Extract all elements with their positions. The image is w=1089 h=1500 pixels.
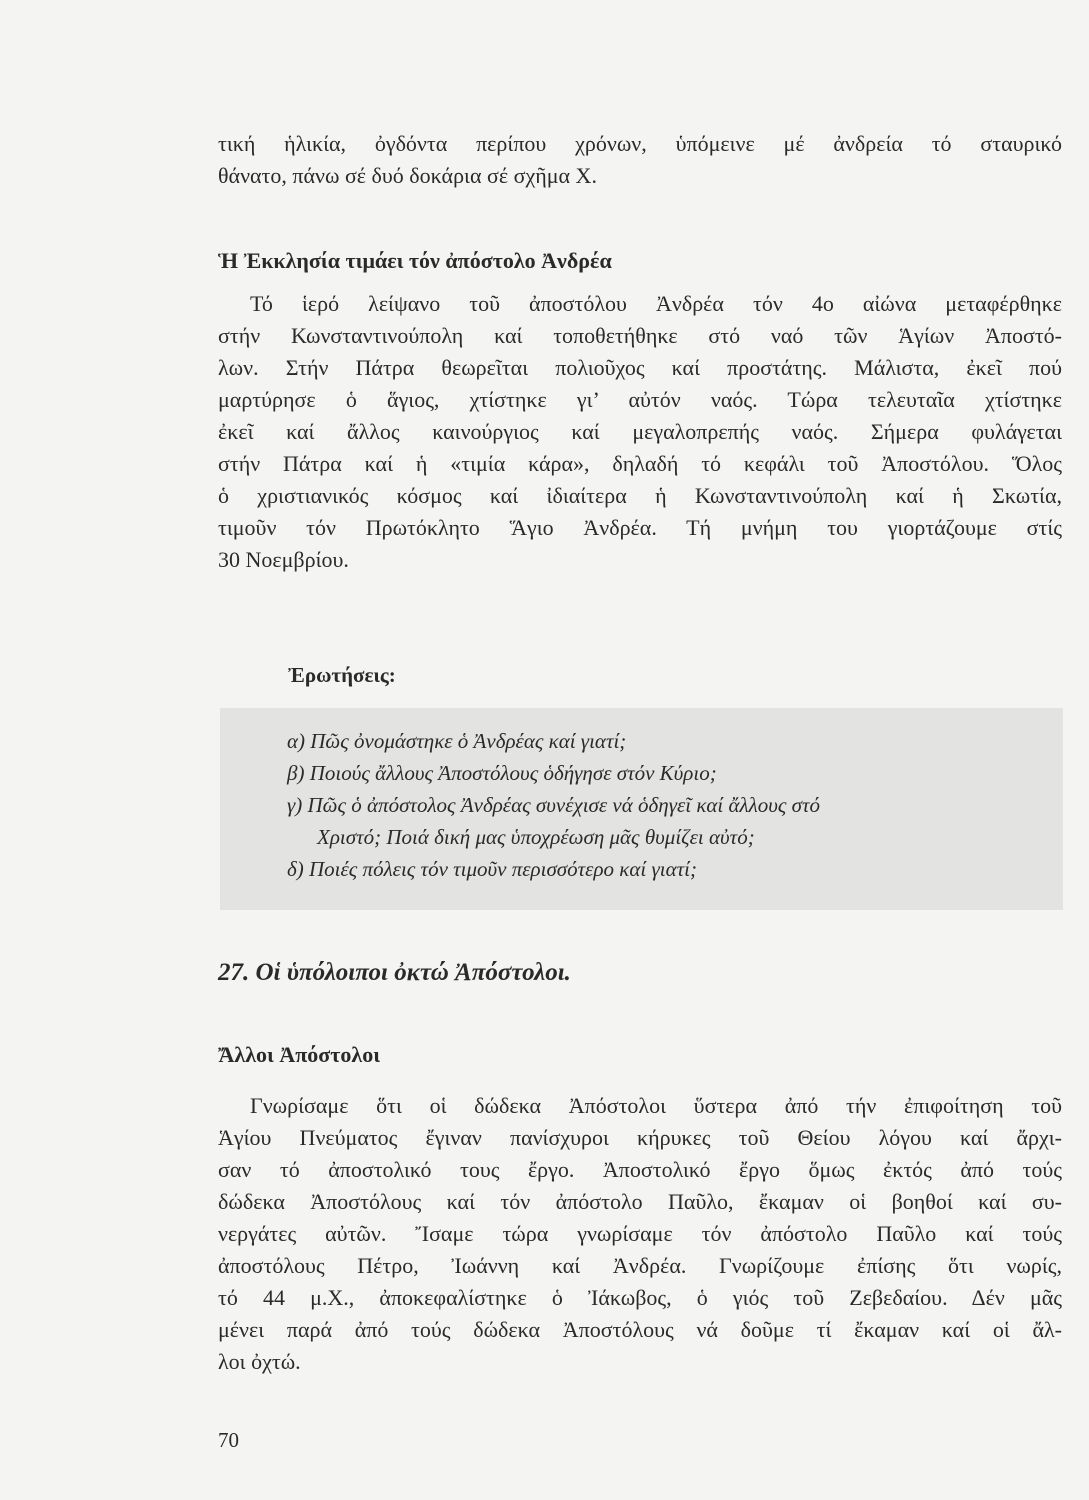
text-line: Γνωρίσαμε ὅτι οἱ δώδεκα Ἀπόστολοι ὕστερα ἀπό τήν ἐπιφοίτηση τοῦ [250,1093,1062,1118]
text-line: θάνατο, πάνω σέ δυό δοκάρια σέ σχῆμα Χ. [218,163,597,188]
page-number: 70 [218,1428,239,1452]
text-line: λοι ὀχτώ. [218,1349,301,1374]
text-line: λων. Στήν Πάτρα θεωρεῖται πολιοῦχος καί προστάτης. Μάλιστα, ἐκεῖ πού [218,355,1062,380]
question-item: α) Πῶς ὀνομάστηκε ὁ Ἀνδρέας καί γιατί; [287,729,627,753]
text-line: στήν Κωνσταντινούπολη καί τοποθετήθηκε στό ναό τῶν Ἁγίων Ἀποστό- [218,323,1062,348]
text-line: μαρτύρησε ὁ ἅγιος, χτίστηκε γι’ αὐτόν ναός. Τώρα τελευταῖα χτίστηκε [218,387,1062,412]
text-line: τιμοῦν τόν Πρωτόκλητο Ἅγιο Ἀνδρέα. Τή μνήμη του γιορτάζουμε στίς [218,515,1062,540]
text-line: νεργάτες αὐτῶν. Ἴσαμε τώρα γνωρίσαμε τόν ἀπόστολο Παῦλο καί τούς [218,1221,1062,1246]
intro-paragraph [218,128,1062,192]
section-paragraph [218,1090,1062,1378]
text-line: Τό ἱερό λείψανο τοῦ ἀποστόλου Ἀνδρέα τόν 4ο αἰώνα μεταφέρθηκε [250,291,1062,316]
text-line: σαν τό ἀποστολικό τους ἔργο. Ἀποστολικό ἔργο ὅμως ἐκτός ἀπό τούς [218,1157,1062,1182]
text-line: τό 44 μ.Χ., ἀποκεφαλίστηκε ὁ Ἰάκωβος, ὁ γιός τοῦ Ζεβεδαίου. Δέν μᾶς [218,1285,1062,1310]
question-item: β) Ποιούς ἄλλους Ἀποστόλους ὁδήγησε στόν Κύριο; [287,761,717,785]
text-line: 30 Νοεμβρίου. [218,547,349,572]
question-item: γ) Πῶς ὁ ἀπόστολος Ἀνδρέας συνέχισε νά ὁδηγεῖ καί ἄλλους στό [287,793,821,817]
questions-heading: Ἐρωτήσεις: [288,663,396,687]
section-heading: Ἡ Ἐκκλησία τιμάει τόν ἀπόστολο Ἀνδρέα [218,248,612,273]
text-line: ἀποστόλους Πέτρο, Ἰωάννη καί Ἀνδρέα. Γνωρίζουμε ἐπίσης ὅτι νωρίς, [218,1253,1062,1278]
section-heading: Ἄλλοι Ἀπόστολοι [218,1042,381,1067]
text-line: ὁ χριστιανικός κόσμος καί ἰδιαίτερα ἡ Κωνσταντινούπολη καί ἡ Σκωτία, [218,483,1062,508]
text-line: μένει παρά ἀπό τούς δώδεκα Ἀποστόλους νά δοῦμε τί ἔκαμαν καί οἱ ἄλ- [218,1317,1062,1342]
text-line: δώδεκα Ἀποστόλους καί τόν ἀπόστολο Παῦλο, ἔκαμαν οἱ βοηθοί καί συ- [218,1189,1062,1214]
chapter-title: 27. Οἱ ὑπόλοιποι ὀκτώ Ἀπόστολοι. [218,959,571,986]
section-paragraph [218,288,1062,576]
text-line: Ἁγίου Πνεύματος ἔγιναν πανίσχυροι κήρυκες τοῦ Θείου λόγου καί ἄρχι- [218,1125,1062,1150]
text-line: ἐκεῖ καί ἄλλος καινούργιος καί μεγαλοπρεπής ναός. Σήμερα φυλάγεται [218,419,1062,444]
text-line: τική ἡλικία, ὀγδόντα περίπου χρόνων, ὑπόμεινε μέ ἀνδρεία τό σταυρικό [218,131,1062,156]
question-item: δ) Ποιές πόλεις τόν τιμοῦν περισσότερο καί γιατί; [287,857,697,881]
text-line: στήν Πάτρα καί ἡ «τιμία κάρα», δηλαδή τό κεφάλι τοῦ Ἀποστόλου. Ὅλος [218,451,1062,476]
question-item-continuation: Χριστό; Ποιά δική μας ὑποχρέωση μᾶς θυμίζει αὐτό; [317,825,755,849]
